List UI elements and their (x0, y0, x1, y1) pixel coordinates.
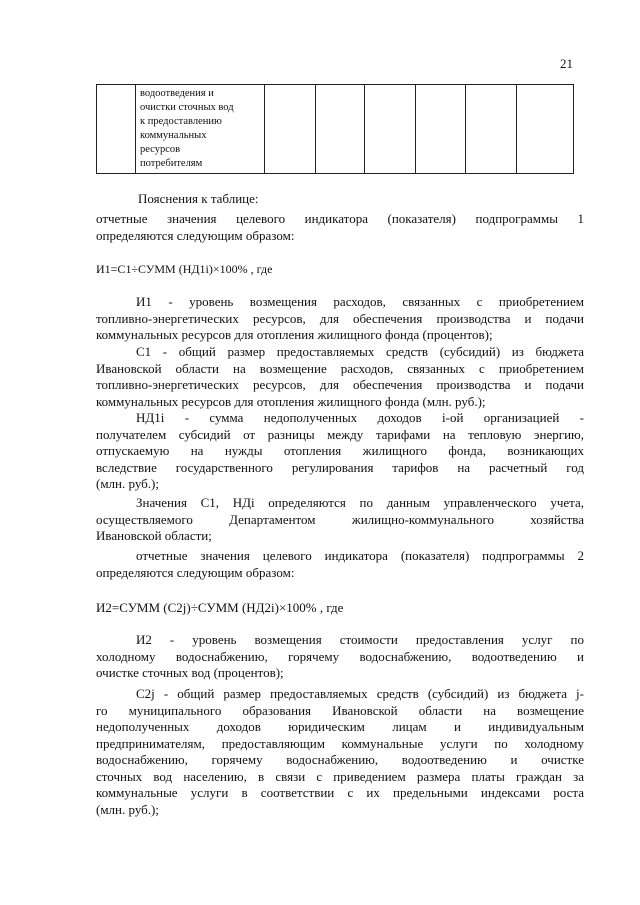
text-line: Ивановской области; (96, 528, 212, 543)
table-cell (416, 85, 466, 174)
table-cell (265, 85, 316, 174)
text-line: определяются следующим образом: (96, 564, 295, 580)
text-line: определяются следующим образом: (96, 227, 295, 243)
text-line: коммунальных ресурсов для отопления жилищного фонда (млн. руб.); (96, 393, 486, 409)
text-line: И2 - уровень возмещения стоимости предоставления услуг по (136, 632, 584, 647)
text-line: отчетные значения целевого индикатора (показателя) подпрограммы 1 (96, 211, 584, 226)
paragraph-def-c1 (96, 344, 584, 410)
paragraph-intro-2 (96, 548, 584, 581)
text-line: Значения С1, НДi определяются по данным управленческого учета, (136, 495, 584, 510)
paragraph-def-c2j (96, 686, 584, 818)
text-line: очистке сточных вод (процентов); (96, 665, 284, 680)
text-line: сточных вод населению, в связи с приведением размера платы граждан за (96, 768, 584, 784)
text-line: И1 - уровень возмещения расходов, связанных с приобретением (136, 294, 584, 309)
text-line: коммунальные услуги в соответствии с их предельными индексами роста (96, 785, 584, 800)
table-row (97, 85, 574, 174)
text-line: отчетные значения целевого индикатора (показателя) подпрограммы 2 (136, 548, 584, 563)
text-line: недополученных доходов юридическим лицам и индивидуальным (96, 719, 584, 734)
text-line: водоснабжению, горячему водоснабжению, водоотведению и очистке (96, 752, 584, 767)
text-line: (млн. руб.); (96, 476, 159, 491)
table-cell (365, 85, 416, 174)
text-line: предпринимателям, предоставляющим коммунальные услуги по холодному (96, 735, 584, 751)
formula-1: И1=С1÷СУММ (НД1i)×100% , где (96, 262, 273, 276)
page-number: 21 (560, 56, 573, 71)
table-cell (517, 85, 574, 174)
explanations-heading: Пояснения к таблице: (138, 191, 259, 206)
text-line: вследствие государственного регулирования тарифов на расчетный год (96, 459, 584, 475)
continued-table (96, 84, 574, 174)
text-line: топливно-энергетических ресурсов, для обеспечения производства и подачи (96, 310, 584, 326)
text-line: топливно-энергетических ресурсов, для обеспечения производства и подачи (96, 377, 584, 392)
table-cell (97, 85, 136, 174)
text-line: отпускаемую на нужды отопления жилищного фонда, возникающих (96, 443, 584, 458)
text-line: С1 - общий размер предоставляемых средств (субсидий) из бюджета (136, 344, 584, 359)
text-line: С2j - общий размер предоставляемых средств (субсидий) из бюджета j- (136, 686, 584, 701)
text-line: холодному водоснабжению, горячему водоснабжению, водоотведению и (96, 648, 584, 664)
text-line: го муниципального образования Ивановской области на возмещение (96, 702, 584, 718)
table-cell-text: водоотведения и очистки сточных вод к предоставлению коммунальных ресурсов потребителям (140, 88, 234, 169)
formula-2: И2=СУММ (С2j)÷СУММ (НД2i)×100% , где (96, 600, 344, 615)
text-line: коммунальных ресурсов для отопления жилищного фонда (процентов); (96, 327, 493, 342)
text-line: (млн. руб.); (96, 801, 159, 817)
text-line: осуществляемого Департаментом жилищно-коммунального хозяйства (96, 511, 584, 527)
paragraph-intro-1 (96, 211, 584, 244)
paragraph-def-i2 (96, 632, 584, 682)
text-line: получателем субсидий от разницы между тарифами на тепловую энергию, (96, 426, 584, 442)
paragraph-def-i1 (96, 294, 584, 344)
paragraph-values-note (96, 495, 584, 545)
table-cell-description (136, 85, 265, 174)
text-line: Ивановской области на возмещение расходов, связанных с приобретением (96, 360, 584, 376)
table-cell (466, 85, 517, 174)
paragraph-def-nd1i (96, 410, 584, 493)
text-line: НД1i - сумма недополученных доходов i-ой организацией - (136, 410, 584, 425)
table-cell (316, 85, 365, 174)
